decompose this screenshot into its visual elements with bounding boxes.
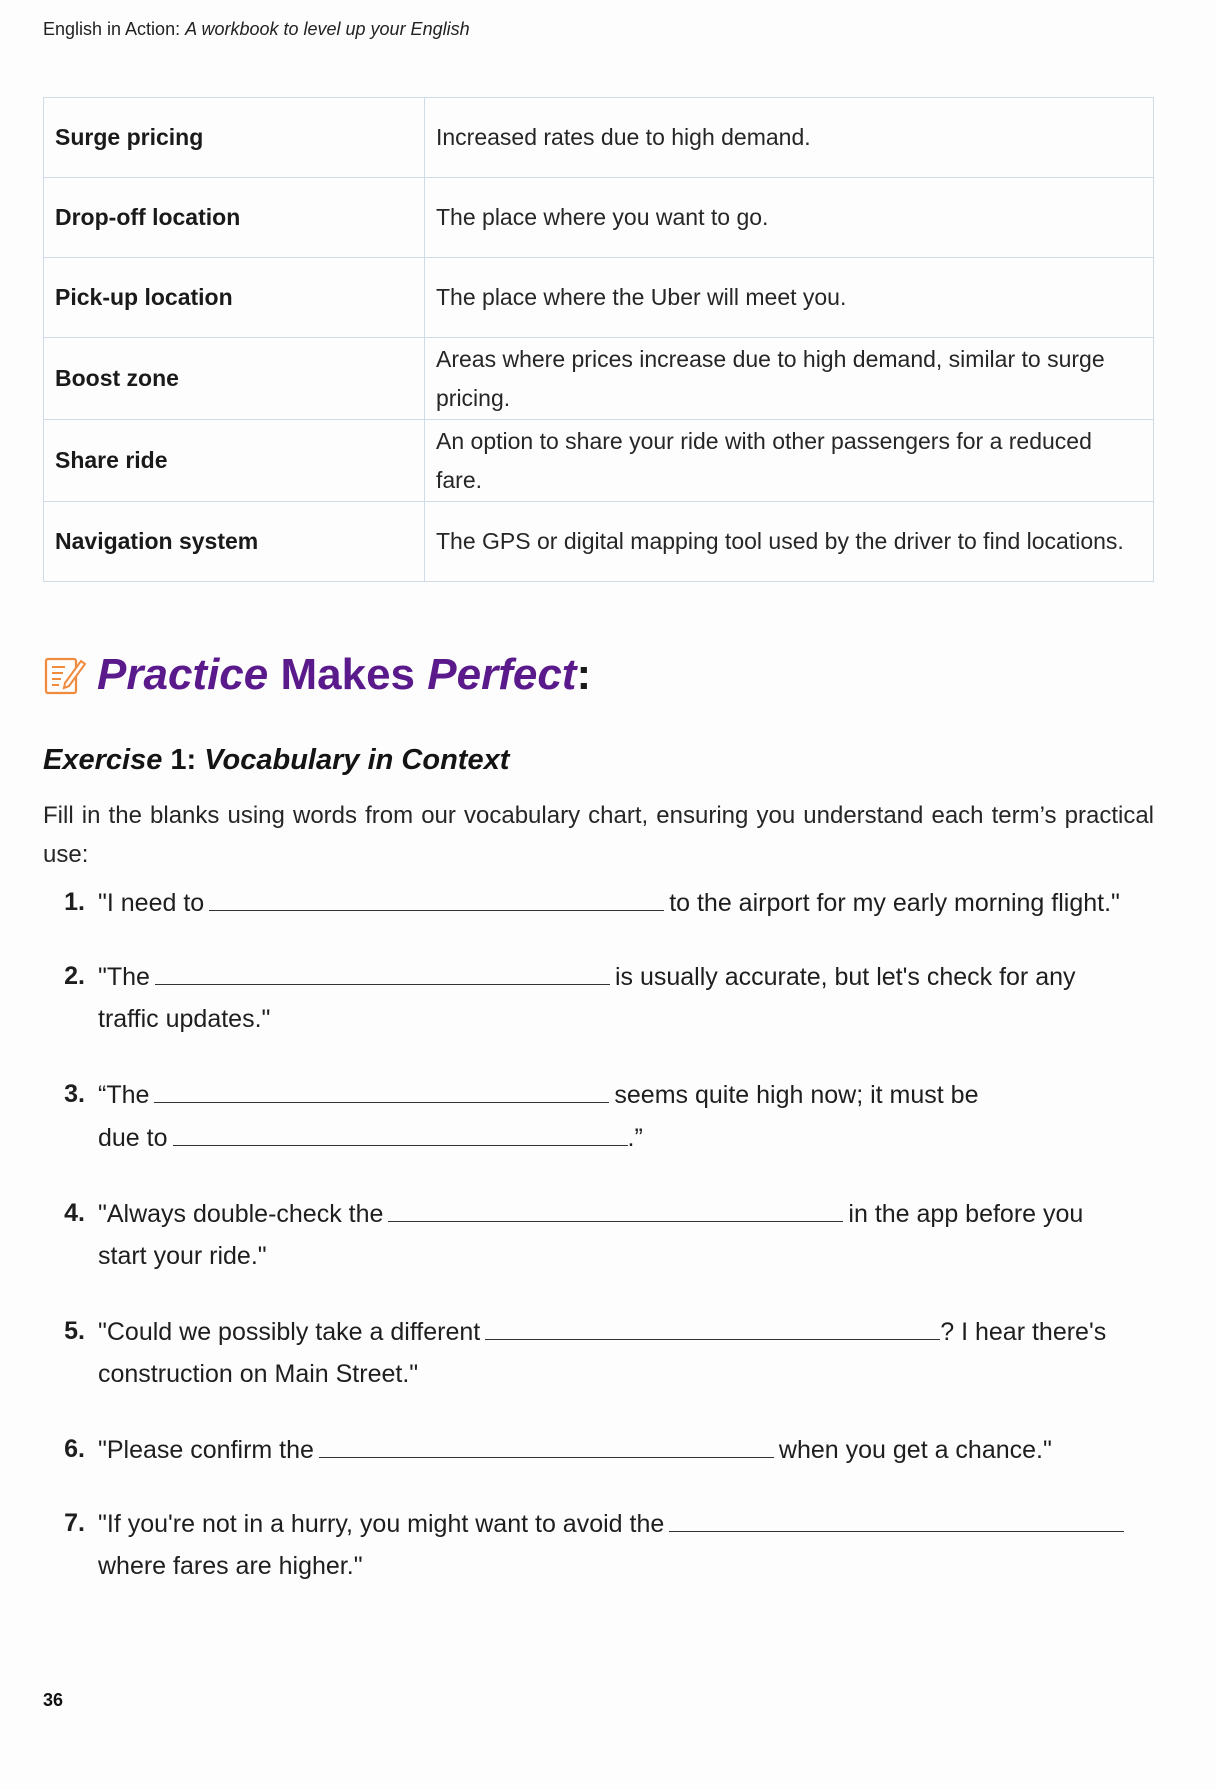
answer-blank[interactable] bbox=[155, 962, 610, 985]
book-title: English in Action: bbox=[43, 19, 181, 39]
definition-cell: Increased rates due to high demand. bbox=[425, 98, 1154, 178]
definition-cell: Areas where prices increase due to high demand, similar to surge pricing. bbox=[425, 338, 1154, 420]
table-row bbox=[44, 420, 1154, 502]
answer-blank[interactable] bbox=[209, 888, 664, 911]
answer-blank[interactable] bbox=[388, 1199, 843, 1222]
term-cell: Share ride bbox=[44, 420, 425, 502]
answer-blank[interactable] bbox=[154, 1080, 609, 1103]
table-row bbox=[44, 258, 1154, 338]
answer-blank[interactable] bbox=[173, 1123, 628, 1146]
page-number: 36 bbox=[43, 1690, 64, 1710]
section-title: Practice Makes Perfect: bbox=[97, 650, 592, 699]
section-heading bbox=[43, 650, 591, 700]
table-row bbox=[44, 338, 1154, 420]
question-number: 3. bbox=[64, 1080, 85, 1108]
term-cell: Drop-off location bbox=[44, 178, 425, 258]
question-number: 2. bbox=[64, 962, 85, 990]
question-number: 7. bbox=[64, 1509, 85, 1537]
table-row bbox=[44, 178, 1154, 258]
running-header bbox=[43, 19, 470, 40]
notepad-pencil-icon bbox=[43, 653, 87, 697]
table-row bbox=[44, 98, 1154, 178]
book-subtitle: A workbook to level up your English bbox=[185, 19, 470, 39]
table-row bbox=[44, 502, 1154, 582]
definition-cell: The place where the Uber will meet you. bbox=[425, 258, 1154, 338]
definition-cell: The place where you want to go. bbox=[425, 178, 1154, 258]
vocabulary-table bbox=[43, 97, 1154, 582]
definition-cell: The GPS or digital mapping tool used by the driver to find locations. bbox=[425, 502, 1154, 582]
question-number: 4. bbox=[64, 1199, 85, 1227]
term-cell: Pick-up location bbox=[44, 258, 425, 338]
answer-blank[interactable] bbox=[669, 1509, 1124, 1532]
answer-blank[interactable] bbox=[319, 1435, 774, 1458]
term-cell: Surge pricing bbox=[44, 98, 425, 178]
exercise-instructions: Fill in the blanks using words from our vocabulary chart, ensuring you understand each term’s practical use: bbox=[43, 802, 1154, 868]
term-cell: Navigation system bbox=[44, 502, 425, 582]
answer-blank[interactable] bbox=[485, 1317, 940, 1340]
question-number: 5. bbox=[64, 1317, 85, 1345]
question-number: 6. bbox=[64, 1435, 85, 1463]
exercise-title: Exercise 1: Vocabulary in Context bbox=[43, 744, 510, 776]
term-cell: Boost zone bbox=[44, 338, 425, 420]
question-number: 1. bbox=[64, 888, 85, 916]
definition-cell: An option to share your ride with other passengers for a reduced fare. bbox=[425, 420, 1154, 502]
